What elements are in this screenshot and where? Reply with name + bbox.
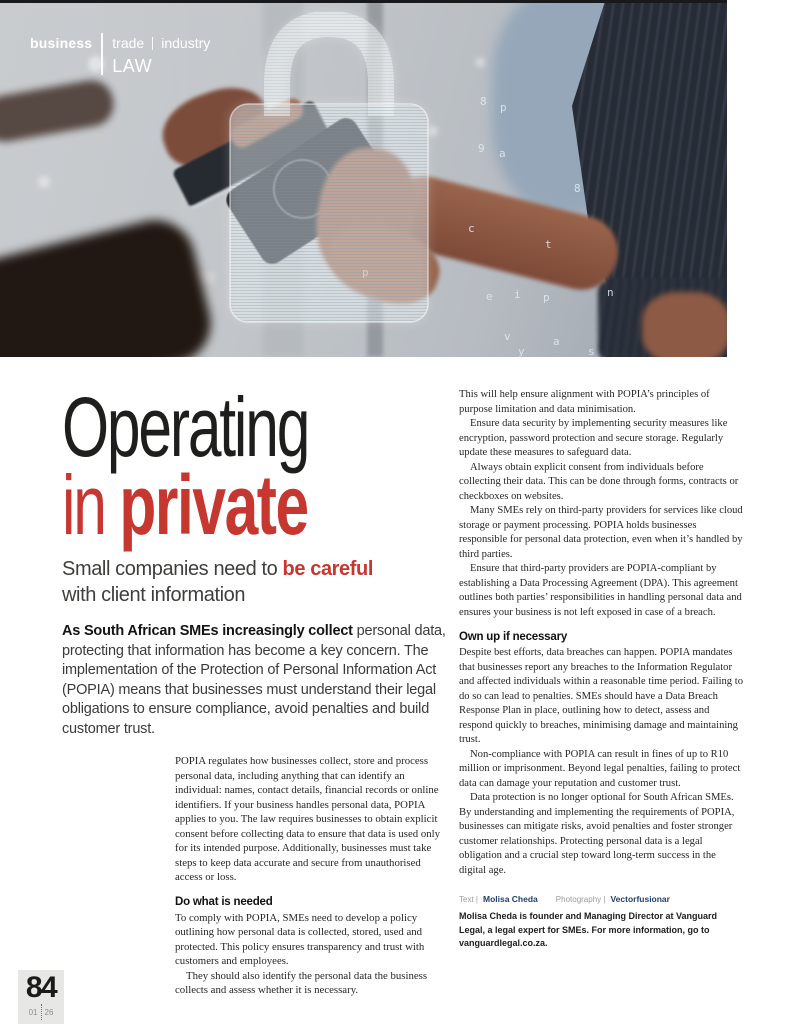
page-number: 84	[25, 971, 57, 1004]
paragraph: Despite best efforts, data breaches can happen. POPIA mandates that businesses report any breaches to the Information Regulator and affected individuals within a reasonable time period. Failing to do so can lead to penalties. SMEs should have a Data Breach Response Plan in place, outlining how to detect, assess and respond quickly to breaches, minimising damage and maintaining trust.	[459, 647, 743, 745]
badge-divider	[101, 33, 103, 75]
paragraph: Data protection is no longer optional for South African SMEs. By understanding and implementing the requirements of POPIA, businesses can mitigate risks, avoid penalties and foster stronger customer relationships. Protecting personal data is a legal obligation and a crucial step toward long-term success in the digital age.	[459, 792, 735, 876]
standfirst-accent: be careful	[282, 558, 374, 580]
issue-left: 01	[28, 1007, 38, 1017]
subheading: Do what is needed	[175, 895, 273, 908]
hand-shape	[642, 292, 727, 357]
standfirst	[62, 556, 447, 608]
title-line2-light: in	[62, 458, 105, 552]
hologram-glyph: 8	[480, 95, 487, 108]
left-column	[62, 380, 447, 998]
bokeh-dot	[38, 176, 50, 188]
intro-lead: As South African SMEs increasingly collect	[62, 623, 353, 639]
paragraph: Ensure data security by implementing security measures like encryption, password protection and secure storage. Regularly update these measures to safeguard data.	[459, 418, 728, 458]
title-line2-bold: private	[119, 458, 308, 552]
hologram-glyph: i	[514, 288, 521, 301]
hologram-glyph: a	[553, 335, 560, 348]
subheading: Own up if necessary	[459, 631, 568, 643]
right-column	[459, 388, 744, 998]
hologram-glyph: c	[468, 222, 475, 235]
issue-divider	[41, 1004, 42, 1020]
paragraph: Always obtain explicit consent from individuals before collecting their data. This can be done through forms, contracts or checkboxes on websites.	[459, 461, 739, 502]
article-title	[62, 380, 339, 552]
issue-number	[29, 1004, 54, 1020]
bokeh-dot	[476, 58, 485, 67]
left-serif-block	[175, 754, 445, 998]
padlock-hologram-icon	[225, 12, 435, 332]
standfirst-lead: Small companies need to	[62, 558, 283, 580]
page-number-block	[18, 970, 64, 1024]
standfirst-line2: with client information	[62, 584, 246, 606]
paragraph: This will help ensure alignment with POPIA’s principles of purpose limitation and data minimisation.	[459, 389, 710, 415]
paragraph: To comply with POPIA, SMEs need to develop a policy outlining how personal data is collected, stored, used and protected. This policy ensures transparency and trust with customers and employees.	[175, 911, 425, 968]
photo-credit-label: Photography |	[555, 895, 606, 904]
intro-rest: personal data, protecting that information has become a key concern. The implementation of the Protection of Personal Information Act (POPIA) means that businesses must understand their legal obligations to ensure compliance, avoid penalties and build customer trust.	[62, 623, 446, 737]
paragraph: Non-compliance with POPIA can result in fines of up to R10 million or imprisonment. Beyond legal penalties, failing to protect data can damage your reputation and customer trust.	[459, 748, 741, 789]
text-credit-value: Molisa Cheda	[482, 894, 538, 904]
author-bio: Molisa Cheda is founder and Managing Director at Vanguard Legal, a legal expert for SMEs. For more information, go to vanguardlegal.co.za.	[459, 911, 718, 948]
badge-primary-label: business	[30, 35, 93, 51]
hologram-glyph: p	[543, 291, 550, 304]
hologram-glyph: v	[504, 330, 511, 343]
title-line1: Operating	[62, 380, 309, 474]
paragraph: They should also identify the personal data the business collects and assess whether it is necessary.	[175, 969, 428, 997]
silhouette-hand-shape	[0, 77, 117, 145]
hologram-glyph: 8	[574, 182, 581, 195]
paragraph: Ensure that third-party providers are POPIA-compliant by establishing a Data Processing Agreement (DPA). This agreement outlines both parties’ responsibilities in handling personal data and ensures your business is not left exposed in case of a breach.	[459, 563, 742, 618]
intro-paragraph	[62, 622, 447, 740]
photo-credit-value: Vectorfusionar	[610, 894, 670, 904]
hologram-glyph: a	[499, 147, 506, 160]
hologram-glyph: e	[486, 290, 493, 303]
issue-right: 26	[44, 1007, 54, 1017]
text-credit-label: Text |	[459, 895, 478, 904]
badge-item-trade: trade	[112, 35, 145, 51]
hologram-glyph: 9	[478, 142, 485, 155]
article-body	[62, 380, 744, 998]
hologram-glyph: p	[500, 101, 507, 114]
paragraph: POPIA regulates how businesses collect, store and process personal data, including anything that can identify an individual: names, contact details, financial records or online identifiers. If your business handles personal data, POPIA applies to you. The law requires businesses to obtain explicit consent before collecting data to ensure that data is used only for its intended purpose. Additionally, businesses must take steps to keep data accurate and secure from unauthorised access or loss.	[175, 755, 441, 884]
badge-item-industry: industry	[161, 35, 211, 51]
hologram-glyph: n	[607, 286, 614, 299]
hologram-glyph: y	[518, 345, 525, 357]
badge-separator	[152, 37, 153, 50]
hologram-glyph: t	[545, 238, 552, 251]
credits-line	[459, 894, 744, 904]
section-badge	[30, 33, 210, 77]
badge-sub-label: LAW	[112, 56, 153, 76]
hologram-glyph: s	[588, 345, 595, 357]
paragraph: Many SMEs rely on third-party providers for services like cloud storage or payment processing. POPIA holds businesses responsible for personal data protection, even when it’s handled by third parties.	[459, 505, 743, 560]
hologram-glyph: p	[362, 266, 369, 279]
